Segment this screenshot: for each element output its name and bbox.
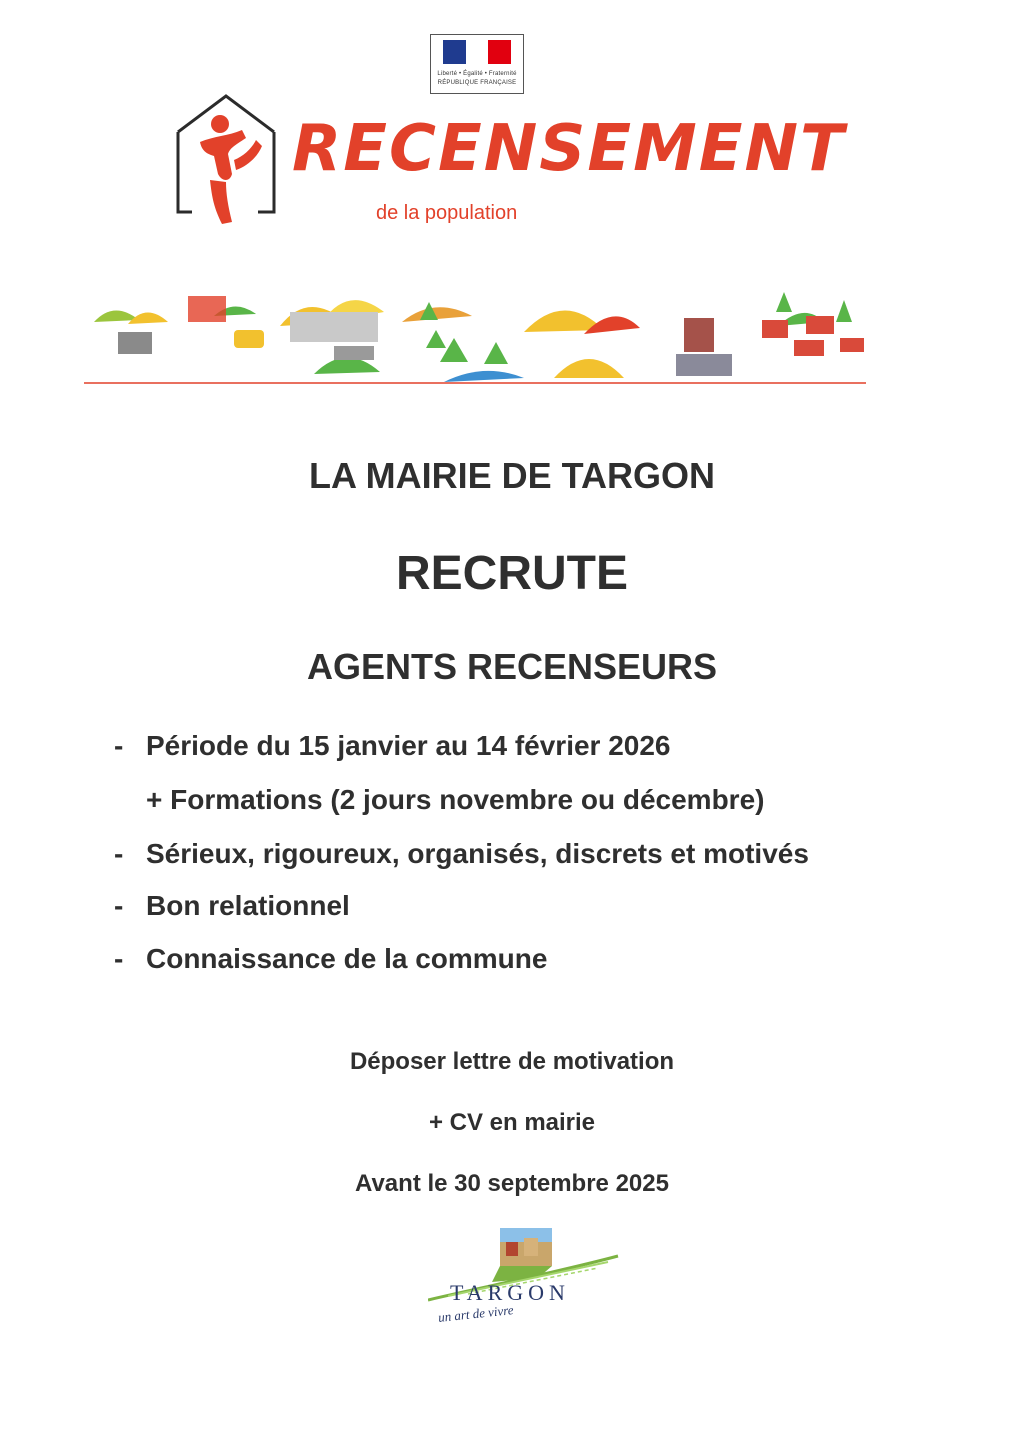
recensement-house-icon [170, 90, 282, 230]
recrute-heading: RECRUTE [395, 547, 628, 600]
french-flag-icon [443, 40, 511, 64]
marianne-republique: RÉPUBLIQUE FRANÇAISE [437, 80, 517, 86]
application-instruction: Déposer lettre de motivation [349, 1048, 675, 1075]
targon-slogan: un art de vivre [437, 1302, 515, 1325]
targon-name: TARGON [450, 1280, 570, 1305]
requirement-item: - Connaissance de la commune [114, 943, 548, 974]
republique-francaise-logo [430, 34, 524, 94]
requirement-item: - Période du 15 janvier au 14 février 2026 [114, 730, 671, 761]
town-landscape-illustration [84, 282, 866, 388]
agents-heading: AGENTS RECENSEURS [306, 646, 718, 687]
recensement-title: RECENSEMENT [292, 112, 846, 186]
application-deadline: Avant le 30 septembre 2025 [355, 1170, 669, 1197]
recensement-subtitle: de la population [376, 202, 518, 224]
application-instruction: + CV en mairie [428, 1109, 596, 1136]
mairie-heading: LA MAIRIE DE TARGON [309, 455, 715, 496]
requirement-item: + Formations (2 jours novembre ou décembre) [146, 784, 765, 815]
marianne-motto: Liberté • Égalité • Fraternité [437, 71, 517, 77]
requirement-item: - Sérieux, rigoureux, organisés, discrets et motivés [114, 838, 809, 869]
requirement-item: - Bon relationnel [114, 890, 350, 921]
